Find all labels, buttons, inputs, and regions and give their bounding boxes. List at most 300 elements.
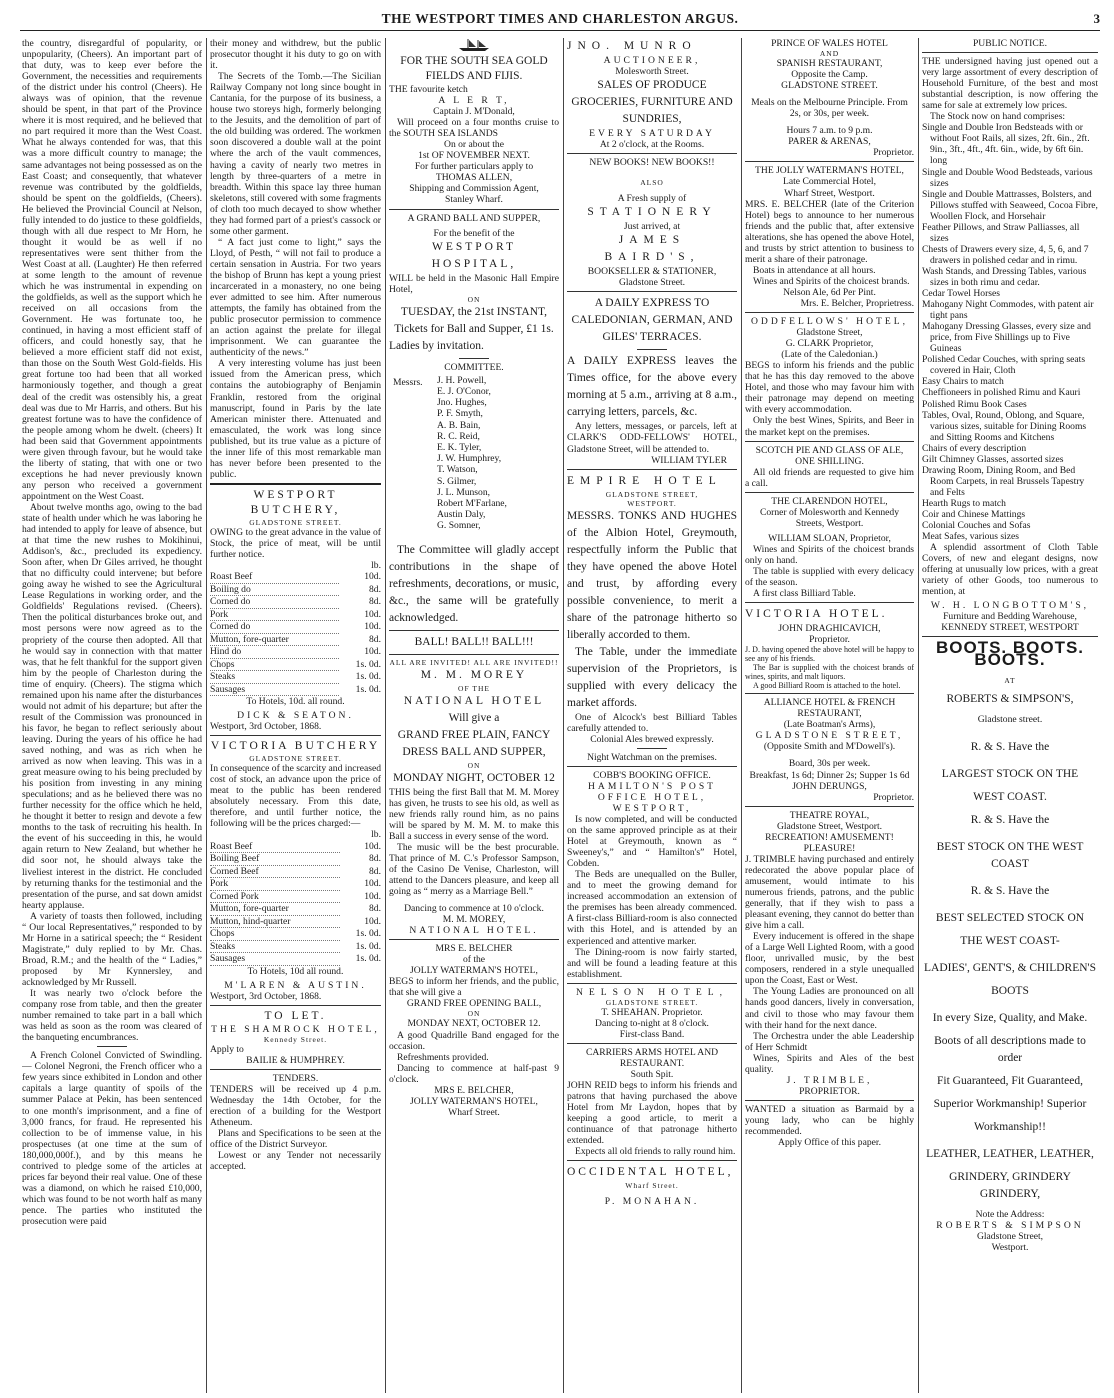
ad-heading: GRAND FREE PLAIN, FANCY [397, 728, 551, 741]
ad-text: of the [462, 954, 486, 966]
jolly-waterman-ad [745, 165, 914, 309]
price-list [210, 841, 381, 966]
ad-text: OWING to the great advance in the value of Stock, the price of meat, will be until further notice. [210, 526, 381, 560]
furniture-item: Mahogany Night Commodes, with patent air tight pans [922, 299, 1094, 322]
ad-heading: JOLLY WATERMAN'S HOTEL, [410, 965, 538, 977]
ad-heading: BALL! BALL!! BALL!!! [414, 635, 534, 648]
divider [567, 1043, 737, 1044]
price-row [210, 928, 381, 941]
furniture-item: Single and Double Wood Bedsteads, various sizes [922, 166, 1093, 189]
ad-heading: NELSON HOTEL, [575, 986, 729, 998]
ad-text: A DAILY EXPRESS leaves the Times office, for the above every morning at 5 a.m., arriving at 8 a.m., carrying letters, parcels, &c. [567, 355, 737, 419]
masthead [20, 8, 1100, 31]
ad-text: Refreshments provided. [397, 1051, 489, 1063]
ad-text: Proprietor. [873, 791, 914, 803]
ad-text: BEST STOCK ON THE WEST COAST [936, 840, 1084, 870]
article-paragraph: A very interesting volume has just been issued from the American press, which contains the autobiography of Benjamin Franklin, restored from the original manuscript, found in Paris by the late American minister there. Attenuated and emasculated, the work was long since published, but its true value as a picture of the inner life of this most remarkable man has never before been presented to the public. [210, 358, 381, 480]
ad-text: Any letters, messages, or parcels, left at CLARK'S ODD-FELLOWS' HOTEL, Gladstone Street, will be attended to. [567, 421, 737, 455]
ad-text: BOOTS [991, 984, 1029, 997]
ad-text: In every Size, Quality, and Make. [932, 1011, 1088, 1024]
ad-text: THE favourite ketch [389, 84, 468, 95]
price-value: 1s. 0d. [355, 683, 381, 695]
divider [210, 483, 381, 485]
ad-text: THE WEST COAST- [960, 934, 1060, 947]
furniture-item: Cedar Towel Horses [922, 288, 1001, 300]
price-row [210, 940, 381, 953]
column-1 [22, 38, 202, 1393]
divider [745, 441, 914, 442]
ad-text: For further particulars apply to [414, 161, 534, 173]
ad-text: Proprietor. [873, 147, 914, 159]
ad-heading: THE CLARENDON HOTEL, [771, 495, 888, 507]
ad-text: ALL ARE INVITED! ALL ARE INVITED!! [389, 657, 559, 667]
price-item: Roast Beef [210, 841, 340, 853]
ad-firm: G. CLARK Proprietor, [785, 338, 874, 350]
price-item: Chops [210, 928, 340, 941]
column-rule [206, 38, 207, 1393]
ad-text: To Hotels, 10d. all round. [246, 696, 345, 708]
furniture-item: Easy Chairs to match [922, 376, 1004, 388]
furniture-item: Gilt Chimney Glasses, assorted sizes [922, 453, 1064, 465]
ad-text: Superior Workmanship! Superior [933, 1097, 1087, 1110]
ad-text: The Dining-room is now fairly started, and will be found a leading feature at this establishment. [567, 946, 737, 980]
ad-text: Plans and Specifications to be seen at the office of the District Surveyor. [210, 1128, 381, 1151]
ad-text: A first class Billiard Table. [753, 588, 856, 600]
ad-text: Dancing to commence at 10 o'clock. [404, 903, 544, 915]
divider [567, 291, 737, 292]
ad-text: ON [467, 760, 481, 770]
ad-text: Lowest or any Tender not necessarily accepted. [210, 1150, 381, 1173]
ad-text: THE SHAMROCK HOTEL, [211, 1023, 380, 1035]
ad-text: Is now completed, and will be conducted on the same approved principle as at their Hotel at Greymouth, known as “ Sweeney's,” and “ Hamilton's” Hotel, Cobden. [567, 813, 737, 870]
ad-text: 1st OF NOVEMBER NEXT. [418, 150, 530, 162]
ad-text: Captain J. M'Donald, [433, 106, 515, 118]
ad-text: ON [467, 1009, 481, 1019]
ad-text: J. TRIMBLE having purchased and entirely redecorated the above popular place of amusement, would intimate to his numerous friends, patrons, and the public generally, that if they wish to pass a pleasant evening, they cannot do better than give him a call. [745, 853, 914, 932]
ad-heading: TENDERS. [272, 1072, 319, 1084]
ad-firm: DICK & SEATON. [237, 710, 354, 722]
ad-heading: VICTORIA HOTEL. [745, 608, 888, 621]
price-item: Mutton, hind-quarter [210, 915, 340, 928]
price-item: Corned Beef [210, 865, 340, 878]
hospital-ball-ad [389, 213, 559, 627]
price-row [210, 903, 381, 916]
furniture-item: Colonial Couches and Sofas [922, 520, 1031, 532]
divider [637, 748, 667, 749]
ad-firm: W. H. LONGBOTTOM'S, [930, 600, 1090, 612]
committee-member: J. L. Munson, [437, 486, 491, 498]
furniture-item: Polished Rimu Book Cases [922, 398, 1027, 410]
price-row [210, 683, 381, 696]
ad-firm: ROBERTS & SIMPSON [936, 1219, 1084, 1231]
victoria-butchery-ad [210, 739, 381, 1001]
price-item: Corned Pork [210, 890, 340, 903]
ad-street: GLADSTONE STREET. [605, 997, 699, 1007]
price-row [210, 915, 381, 928]
belcher-ball-ad [389, 943, 559, 1118]
ad-firm: MRS E. BELCHER [435, 943, 513, 955]
price-value: 8d. [369, 633, 381, 645]
column-rule [918, 38, 919, 1393]
furniture-list [922, 122, 1098, 542]
ad-text: LEATHER, LEATHER, LEATHER, [926, 1147, 1094, 1160]
furniture-item: Cheffioneers in polished Rimu and Kauri [922, 387, 1081, 399]
column-3 [389, 38, 559, 1393]
ad-heading: A GRAND BALL AND SUPPER, [407, 212, 541, 224]
ad-heading: STATIONERY [587, 206, 717, 219]
ship-name: A L E R T, [438, 95, 510, 107]
furniture-item: Feather Pillows, and Straw Palliasses, all sizes [922, 221, 1080, 244]
divider [567, 983, 737, 984]
price-row [210, 633, 381, 646]
price-item: Sausages [210, 953, 340, 966]
ad-street: Gladstone Street. [618, 277, 686, 289]
nelson-hotel-ad [567, 987, 737, 1040]
ad-text: Boats in attendance at all hours. [753, 264, 876, 276]
ad-text: (Late Boatman's Arms), [783, 719, 876, 731]
ad-text: Wines and Spirits of the choicest brands only on hand. [745, 543, 914, 566]
divider [745, 312, 914, 313]
ad-text: The Bar is supplied with the choicest brands of wines, spirits, and malt liquors. [745, 663, 914, 682]
price-value: 10d. [364, 571, 381, 583]
ad-text: Fit Guaranteed, Fit Guaranteed, [937, 1074, 1083, 1087]
ad-heading: ODDFELLOWS' HOTEL, [751, 316, 908, 328]
price-row [210, 608, 381, 621]
ad-heading: JNO. MUNRO [567, 40, 697, 52]
ad-text: Colonial Ales brewed expressly. [590, 733, 714, 745]
price-value: 10d. [364, 621, 381, 633]
ad-text: Night Watchman on the premises. [587, 751, 717, 763]
ad-text: Just arrived, at [623, 221, 681, 233]
divider [637, 349, 667, 350]
ad-heading: SCOTCH PIE AND GLASS OF ALE, ONE SHILLING. [755, 444, 904, 467]
furniture-item: Hearth Rugs to match [922, 497, 1006, 509]
price-item: Mutton, fore-quarter [210, 903, 340, 916]
ad-street: Gladstone Street, Westport. [776, 820, 883, 832]
committee-member: Robert M'Farlane, [437, 497, 507, 509]
ad-text: GRINDERY, GRINDERY [949, 1170, 1071, 1183]
price-list [210, 571, 381, 696]
price-row [210, 596, 381, 609]
ad-heading: NEW BOOKS! NEW BOOKS!! [589, 157, 715, 169]
ad-text: Expects all old friends to rally round him. [575, 1146, 736, 1158]
furniture-item: Wash Stands, and Dressing Tables, various sizes in both rimu and cedar. [922, 265, 1087, 288]
longbottom-furniture-ad [922, 38, 1098, 633]
ad-firm: P. MONAHAN. [604, 1196, 700, 1208]
ad-heading: COBB'S BOOKING OFFICE. [593, 769, 711, 781]
divider [745, 693, 914, 694]
ad-text: The music will be the best procurable. That prince of M. C.'s Professor Sampson, of the Casino De Venise, Charleston, will attend to the Dancers pleasure, and keep all going as “ merry as a Marriage Bell.” [389, 841, 559, 898]
price-value: 1s. 0d. [355, 671, 381, 683]
ad-heading: MONDAY NEXT, OCTOBER 12. [407, 1018, 541, 1030]
ad-text: PROPRIETOR. [799, 1085, 860, 1097]
ad-text: MRS. E. BELCHER (late of the Criterion Hotel) begs to announce to her numerous friends and the public that, after extensive alterations, she has opened the above Hotel, and trusts by strict attention to business to merit a share of their patronage. [745, 198, 914, 265]
price-unit: lb. [371, 829, 381, 841]
price-row [210, 646, 381, 659]
column-2 [210, 38, 381, 1393]
ad-text: Apply Office of this paper. [778, 1137, 881, 1149]
price-item: Chops [210, 658, 339, 671]
ad-text: AND [819, 49, 840, 59]
price-item: Mutton, fore-quarter [210, 633, 339, 646]
column-6 [922, 38, 1098, 1393]
price-item: Corned do [210, 621, 339, 634]
ad-heading: OCCIDENTAL HOTEL, [567, 1166, 734, 1179]
wanted-barmaid-ad [745, 1104, 914, 1148]
price-row [210, 878, 381, 891]
divider [389, 654, 559, 655]
ad-street: Molesworth Street. [615, 66, 689, 78]
committee-member: G. Somner, [437, 520, 481, 532]
ad-text: Note the Address: [975, 1208, 1045, 1220]
price-value: 1s. 0d. [355, 940, 381, 952]
committee-member: Jno. Hughes, [437, 397, 487, 409]
ad-text: The table is supplied with every delicacy of the season. [745, 566, 914, 589]
ad-text: Wines, Spirits and Ales of the best quality. [745, 1052, 914, 1075]
ad-heading: TO LET. [264, 1009, 327, 1022]
ad-text: THE undersigned having just opened out a very large assortment of every description of Household Furniture, of the best and most substantial description, is now offering the same for sale at extremely low prices. [922, 56, 1098, 112]
article-french-colonel: A French Colonel Convicted of Swindling. — Colonel Negroni, the French officer who a few years since exhibited in London and other capitals a large quantity of spoils of the summer Palace at Pekin, has been sentenced to one month's imprisonment, and a fine of 3,000 francs, for fraud. He represented his collection to be of immense value, in his prospectuses (at one time at the sum of 180,000,000f.), and by this means he contrived to pledge some of the articles at prices far beyond their real value. One of these was a diamond, on which he raised £10,000, which was found to be not worth half as many pence. The parties who instituted the prosecution were paid [22, 1050, 202, 1227]
ad-firm: Mrs. E. Belcher, Proprietress. [800, 297, 914, 309]
ad-firm: M. M. MOREY [420, 668, 528, 681]
ad-text: Shipping and Commission Agent, [409, 183, 539, 195]
divider [745, 806, 914, 807]
scotch-pie-ad [745, 445, 914, 489]
divider [567, 153, 737, 154]
newspaper-title: THE WESTPORT TIMES AND CHARLESTON ARGUS. [381, 11, 739, 26]
ad-text: Stanley Wharf. [445, 194, 503, 206]
price-value: 1s. 0d. [355, 658, 381, 670]
ad-text: At 2 o'clock, at the Rooms. [599, 139, 705, 151]
ad-heading: FIELDS AND FIJIS. [425, 70, 523, 82]
furniture-item: Single and Double Iron Bedsteads with or without Foot Rails, all sizes, 2ft. 6in., 2ft. 9in., 3ft., 4ft., 4ft. 6in., wide, by 6ft 6in. long [922, 122, 1090, 167]
price-item: Steaks [210, 940, 340, 953]
daily-express-ad [567, 295, 737, 465]
theatre-royal-ad [745, 810, 914, 1097]
ad-text: WILL be held in the Masonic Hall Empire Hotel, [389, 272, 559, 295]
ad-text: In consequence of the scarcity and increased cost of stock, an advance upon the price of meat to the public has been rendered absolutely necessary. From this date, therefore, and until further notice, the following will be the prices charged:— [210, 763, 381, 830]
divider [567, 766, 737, 767]
price-value: 8d. [369, 583, 381, 595]
ad-text: One of Alcock's best Billiard Tables carefully attended to. [567, 711, 737, 734]
furniture-item: Meat Safes, various sizes [922, 531, 1019, 543]
price-value: 10d. [364, 608, 381, 620]
price-item: Sausages [210, 683, 339, 696]
committee-member: S. Gilmer, [437, 475, 477, 487]
column-rule [741, 38, 742, 1393]
ad-heading: COMMITTEE. [444, 361, 504, 373]
ad-text: The Young Ladies are pronounced on all hands good dancers, lively in conversation, and civil to those who may favour them with their hand for the next dance. [745, 986, 914, 1031]
column-rule [563, 38, 564, 1393]
ad-text: Workmanship!! [974, 1120, 1046, 1133]
ad-firm: JAMES BAIRD'S, [604, 234, 700, 264]
ad-heading: NATIONAL HOTEL [403, 694, 545, 707]
ad-firm: JOHN DERUNGS, [792, 780, 867, 792]
ad-text: To Hotels, 10d all round. [247, 965, 344, 977]
ship-icon [457, 38, 491, 52]
ad-street: Gladstone street. [977, 713, 1043, 725]
tenders-ad [210, 1073, 381, 1172]
ad-text: Tickets for Ball and Supper, £1 1s. [394, 322, 554, 335]
ad-text: J. D. having opened the above hotel will be happy to see any of his friends. [745, 645, 914, 664]
price-unit: lb. [371, 560, 381, 572]
ad-firm: JOHN DRAGHICAVICH, [778, 623, 881, 635]
divider [745, 602, 914, 603]
divider [922, 52, 1098, 53]
divider [745, 492, 914, 493]
divider [210, 1005, 381, 1006]
furniture-item: Chairs of every description [922, 442, 1027, 454]
divider [389, 939, 559, 940]
ad-firm: BAILIE & HUMPHREY. [246, 1054, 345, 1066]
committee-member: R. C. Reid, [437, 430, 480, 442]
article-paragraph: “ A fact just come to light,” says the Lloyd, of Pesth, “ will not fail to produce a certain sensation in Austria. For two years the bishop of Brunn has kept a young priest incarcerated in a monastery, no one being ever admitted to see him. After numerous attempts, the family has obtained from the public prosecutor permission to commence an action against the prelate for illegal imprisonment. We can guarantee the authenticity of the news.” [210, 236, 381, 359]
ad-text: AUCTIONEER, [603, 55, 701, 66]
ad-firm: NATIONAL HOTEL. [409, 925, 539, 937]
committee-member: J. W. Humphrey, [437, 453, 502, 465]
ad-firm: T. SHEAHAN. Proprietor. [601, 1006, 703, 1018]
ad-street: GLADSTONE STREET. [781, 80, 878, 92]
ad-heading: VICTORIA BUTCHERY [210, 740, 381, 753]
divider [389, 209, 559, 210]
ad-text: The Committee will gladly accept contributions in the shape of refreshments, decorations, or music, &c., the same will be gratefully acknowledged. [389, 543, 559, 624]
ad-text: Boots of all descriptions made to order [934, 1034, 1086, 1064]
ad-firm: PARER & ARENAS, [788, 136, 871, 148]
ad-text: Will give a [448, 711, 500, 724]
ad-heading: CARRIERS ARMS HOTEL AND RESTAURANT. [585, 1046, 719, 1069]
price-value: 8d. [369, 853, 381, 865]
ad-street: GLADSTONE STREET. [249, 754, 342, 764]
price-row [210, 841, 381, 853]
munro-auctioneer-ad [567, 38, 737, 150]
divider [567, 1160, 737, 1161]
ad-text: AT [1004, 675, 1016, 685]
to-let-ad [210, 1009, 381, 1066]
article-paragraph: their money and withdrew, but the public prosecutor thought it his duty to go on with it. [210, 38, 381, 72]
ad-text: Late Commercial Hotel, [783, 176, 876, 188]
boots-ad [922, 638, 1098, 1253]
ad-heading: SPANISH RESTAURANT, [776, 58, 883, 70]
ad-text: Dancing to commence at half-past 9 o'clock. [389, 1062, 559, 1085]
ad-text: BEST SELECTED STOCK ON [935, 911, 1085, 924]
ad-heading: A DAILY EXPRESS TO CALEDONIAN, GERMAN, AND GILES' TERRACES. [571, 297, 733, 344]
ad-text: Every inducement is offered in the shape of a Large Well Lighted Room, with a good floor, unrivalled music, by the best composers, rendered in a style unequalled upon the Coast, East or West. [745, 931, 914, 987]
page-number: 3 [1093, 11, 1100, 26]
price-item: Corned do [210, 596, 339, 609]
price-item: Boiling do [210, 583, 339, 596]
committee-list [437, 375, 559, 532]
ad-text: Proprietor. [809, 634, 850, 646]
ad-street: Gladstone Street, [796, 327, 863, 339]
price-value: 8d. [369, 903, 381, 915]
price-item: Pork [210, 878, 340, 891]
ad-text: Wharf Street. [448, 1106, 500, 1118]
ad-street: KENNEDY STREET, WESTPORT [941, 622, 1079, 634]
price-value: 10d. [364, 878, 381, 890]
ad-text: The Table, under the immediate supervision of the Proprietors, is supplied with every delicacy the market affords. [567, 645, 737, 709]
ad-street: Kennedy Street. [263, 1034, 328, 1044]
ad-text: EVERY SATURDAY [589, 128, 715, 140]
committee-member: A. B. Bain, [437, 419, 481, 431]
ad-heading: DRESS BALL AND SUPPER, [402, 745, 546, 758]
article-secrets-tomb: The Secrets of the Tomb.—The Sicilian Railway Company not long since bought in Cantania, for the purpose of its business, a house two storeys high, formerly belonging to the Jesuits, and the demolition of part of the old building was ordered. The workmen soon discovered a double wall at the point where the arch of the vault commences, having a cavity of nearly two metres in length by three-quarters of a metre in breadth. Within this space lay three human skeletons, still covered with some fragments of cloth too much decayed to show whether they had formed part of a priest's cassock or some other garment. [210, 71, 381, 237]
ad-text: A splendid assortment of Cloth Table Covers, of new and elegant designs, now offering at unusually low prices, with a great variety of other Goods, too numerous to mention, at [922, 542, 1098, 598]
ad-text: The Beds are unequalled on the Buller, and to meet the growing demand for increased accommodation an extension of the premises has been already commenced. A first-class Billiard-room is also connected with this Hotel, and is attended by an experienced and attentive marker. [567, 869, 737, 947]
divider [459, 358, 489, 359]
committee-member: Austin Daly, [437, 509, 486, 521]
furniture-item: Mahogany Dressing Glasses, every size and price, from Five Shillings up to Five Guineas [922, 321, 1091, 355]
ad-firm: J. TRIMBLE, [786, 1074, 873, 1086]
price-value: 10d. [364, 840, 381, 852]
ad-text: TENDERS will be received up 4 p.m. Wednesday the 14th October, for the erection of a building for the Westport Atheneum. [210, 1083, 381, 1128]
ad-date: Westport, 3rd October, 1868. [210, 721, 322, 733]
ad-text: THIS being the first Ball that M. M. Morey has given, he trusts to see his old, as well as new friends rally round him, as no pains will be spared by M. M. M. to make this Ball a success in every sense of the word. [389, 786, 559, 842]
ad-text: Meals on the Melbourne Principle. From 2s, or 30s, per week. [751, 97, 908, 120]
price-row [210, 953, 381, 966]
committee-member: E. K. Tyler, [437, 441, 482, 453]
ad-heading: BOOTS. BOOTS. BOOTS. [935, 638, 1085, 669]
price-value: 1s. 0d. [355, 953, 381, 965]
ad-heading: WESTPORT BUTCHERY, [250, 488, 341, 516]
new-books-ad [567, 157, 737, 288]
ad-heading: MONDAY NIGHT, OCTOBER 12 [393, 771, 555, 784]
committee-member: P. F. Smyth, [437, 408, 483, 420]
ad-text: Dancing to-night at 8 o'clock. [595, 1017, 709, 1029]
ad-text: BOOKSELLER & STATIONER, [587, 266, 717, 278]
ad-heading: RECREATION! AMUSEMENT! PLEASURE! [765, 831, 894, 854]
price-value: 10d. [364, 915, 381, 927]
article-paragraph: About twelve months ago, owing to the bad state of health under which he was laboring he had intended to apply for leave of absence, but at that time the new rushes to Mokihinui, Addison's, &c., precluded its expediency. Soon after, when Dr Giles arrived, he thought that no difficulty could intervene; but before going away he wished to see the Agricultural Lease Regulations in working order, and the Goldfields' Regulations revised. (Cheers). Then the political disturbances broke out, and most persons were now agreed as to the propriety of the course then adopted. All that he would say in connection with that matter was, that he felt thankful for the support given him by the people of Charleston during the time of enquiry. (Cheers). The stigma which remained upon his name after the disturbances would not admit of his departure; but after the result of the Commission was pronounced in his favor, he began to reflect seriously about leaving. During the years of his office he had saved nothing, and was as rich when he arrived as now when leaving. This was in a great measure owing to his being precluded by his position from investing in any mining speculations; and as he believed there was no further necessity for the office which he held, he thought it better to resign and devote a few months to the task of recruiting his health. In the event of his succeeding in this, he would again return to New Zealand, but whether he did soor not, he should always take the liveliest interest in the district. He concluded by returning thanks for the testimonial and the presentation of the purse, and sat down amidst hearty applause. [22, 501, 202, 911]
price-row [210, 621, 381, 634]
prince-of-wales-ad [745, 38, 914, 158]
empire-hotel-ad [567, 473, 737, 763]
divider [210, 735, 381, 736]
ad-text: OF THE [458, 683, 490, 693]
ad-text: A good Quadrille Band engaged for the occasion. [389, 1029, 559, 1052]
price-row [210, 853, 381, 866]
ad-text: WESTPORT. [627, 498, 677, 508]
divider [922, 636, 1098, 637]
ad-firm: WILLIAM SLOAN, Proprietor, [768, 532, 891, 544]
ad-text: Will proceed on a four months cruise to the SOUTH SEA ISLANDS [389, 117, 559, 140]
price-value: 8d. [369, 865, 381, 877]
ad-heading: ALLIANCE HOTEL & FRENCH RESTAURANT, [763, 697, 896, 720]
ad-text: R. & S. Have the [970, 884, 1050, 897]
price-item: Steaks [210, 671, 339, 684]
occidental-hotel-ad [567, 1164, 737, 1207]
ad-text: BEGS to inform his friends and the public that he has this day removed to the above Hotel, and those who may favour him with their patronage may depend on meeting with every accommodation. [745, 360, 914, 416]
divider [97, 1046, 127, 1047]
ad-text: TUESDAY, the 21st INSTANT, [400, 305, 548, 318]
ad-heading: PUBLIC NOTICE. [972, 38, 1048, 49]
price-value: 8d. [369, 596, 381, 608]
ad-text: LADIES', GENT'S, & CHILDREN'S [923, 961, 1096, 974]
ad-text: Ladies by invitation. [389, 339, 484, 352]
furniture-item: Coir and Chinese Mattings [922, 508, 1026, 520]
price-row [210, 583, 381, 596]
alliance-hotel-ad [745, 697, 914, 802]
column-rule [385, 38, 386, 1393]
ad-text: WEST COAST. [973, 790, 1047, 803]
ad-text: Apply to [210, 1043, 244, 1055]
price-item: Boiling Beef [210, 853, 340, 866]
ad-heading: THEATRE ROYAL, [789, 809, 870, 821]
ad-street: GLADSTONE STREET, [605, 489, 699, 499]
furniture-item: Single and Double Mattrasses, Bolsters, and Pillows stuffed with Seaweed, Cocoa Fibre, Woollen Flock, and Horsehair [922, 188, 1098, 222]
ad-street: Gladstone Street, [976, 1230, 1044, 1242]
ad-street: Wharf Street, Westport. [784, 187, 875, 199]
ad-text: First-class Band. [619, 1028, 685, 1040]
